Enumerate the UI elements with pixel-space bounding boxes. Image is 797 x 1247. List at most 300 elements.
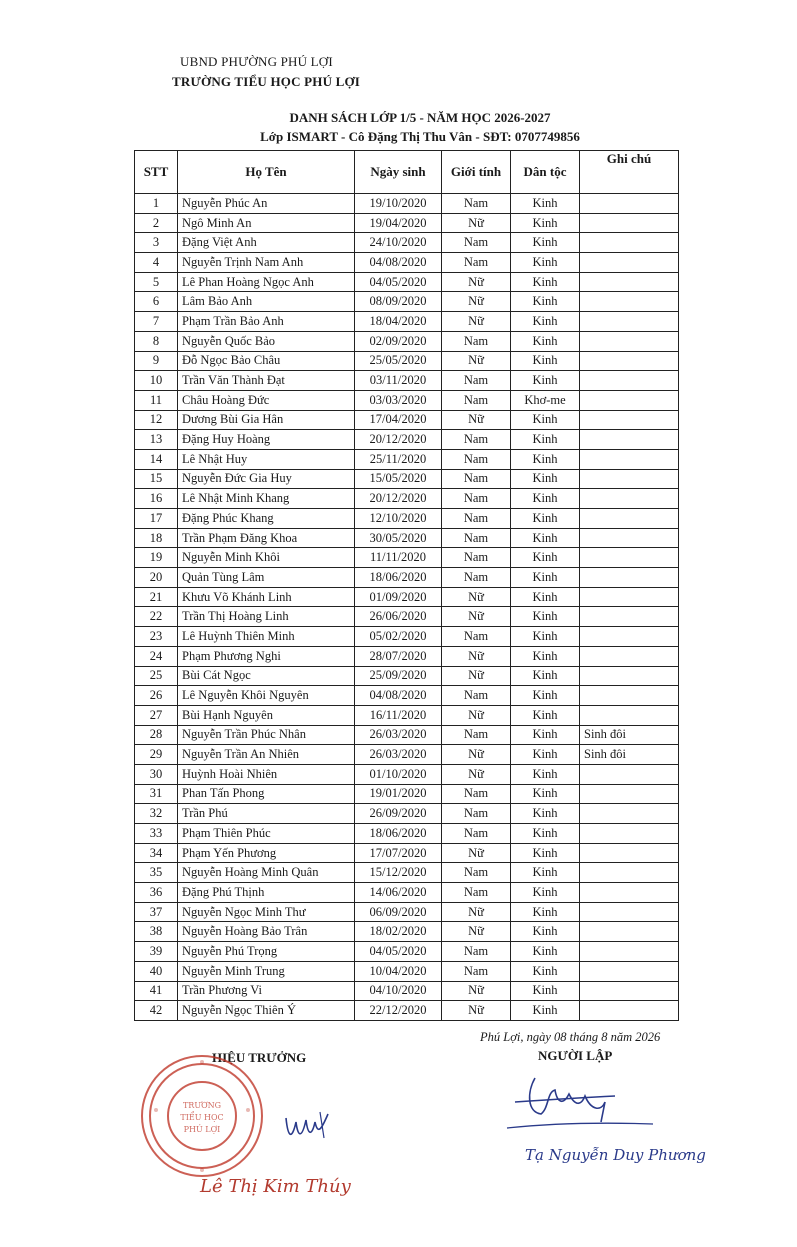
table-row — [135, 410, 679, 430]
cell-ethnicity: Kinh — [511, 489, 580, 509]
cell-stt: 2 — [135, 213, 178, 233]
table-row — [135, 312, 679, 332]
cell-ethnicity: Kinh — [511, 233, 580, 253]
cell-gender: Nữ — [442, 843, 511, 863]
cell-name: Nguyễn Trần An Nhiên — [178, 745, 355, 765]
cell-stt: 37 — [135, 902, 178, 922]
cell-gender: Nam — [442, 469, 511, 489]
cell-name: Lâm Bảo Anh — [178, 292, 355, 312]
cell-ethnicity: Kinh — [511, 253, 580, 273]
cell-note — [580, 233, 679, 253]
cell-gender: Nam — [442, 627, 511, 647]
cell-dob: 14/06/2020 — [355, 883, 442, 903]
preparer-title: NGƯỜI LẬP — [538, 1048, 613, 1063]
cell-stt: 34 — [135, 843, 178, 863]
preparer-signature — [505, 1072, 655, 1132]
cell-gender: Nam — [442, 430, 511, 450]
table-row — [135, 371, 679, 391]
cell-ethnicity: Kinh — [511, 666, 580, 686]
cell-gender: Nam — [442, 961, 511, 981]
table-row — [135, 922, 679, 942]
class-roster-table — [134, 150, 679, 1021]
cell-ethnicity: Kinh — [511, 272, 580, 292]
cell-ethnicity: Kinh — [511, 1001, 580, 1021]
cell-note — [580, 292, 679, 312]
table-header-row — [135, 151, 679, 194]
cell-dob: 18/06/2020 — [355, 568, 442, 588]
cell-note — [580, 430, 679, 450]
cell-dob: 19/10/2020 — [355, 194, 442, 214]
cell-note — [580, 587, 679, 607]
cell-dob: 04/08/2020 — [355, 253, 442, 273]
cell-ethnicity: Kinh — [511, 292, 580, 312]
cell-gender: Nam — [442, 233, 511, 253]
cell-dob: 25/05/2020 — [355, 351, 442, 371]
cell-note — [580, 824, 679, 844]
school-name: TRƯỜNG TIỂU HỌC PHÚ LỢI — [172, 74, 361, 89]
cell-stt: 17 — [135, 509, 178, 529]
cell-gender: Nam — [442, 194, 511, 214]
cell-name: Nguyễn Đức Gia Huy — [178, 469, 355, 489]
cell-gender: Nữ — [442, 922, 511, 942]
cell-name: Quản Tùng Lâm — [178, 568, 355, 588]
cell-dob: 20/12/2020 — [355, 430, 442, 450]
cell-ethnicity: Khơ-me — [511, 390, 580, 410]
cell-ethnicity: Kinh — [511, 745, 580, 765]
cell-gender: Nữ — [442, 213, 511, 233]
cell-ethnicity: Kinh — [511, 312, 580, 332]
cell-name: Dương Bùi Gia Hân — [178, 410, 355, 430]
cell-dob: 10/04/2020 — [355, 961, 442, 981]
cell-note — [580, 705, 679, 725]
cell-name: Ngô Minh An — [178, 213, 355, 233]
cell-note — [580, 784, 679, 804]
cell-name: Nguyễn Quốc Bảo — [178, 331, 355, 351]
cell-name: Đặng Phúc Khang — [178, 509, 355, 529]
title-line-2: Lớp ISMART - Cô Đặng Thị Thu Vân - SĐT: 0707749856 — [260, 129, 580, 144]
cell-ethnicity: Kinh — [511, 410, 580, 430]
cell-dob: 26/06/2020 — [355, 607, 442, 627]
cell-name: Bùi Cát Ngọc — [178, 666, 355, 686]
cell-note — [580, 272, 679, 292]
cell-stt: 24 — [135, 646, 178, 666]
cell-name: Nguyễn Minh Trung — [178, 961, 355, 981]
table-row — [135, 627, 679, 647]
col-header-note: Ghi chú — [580, 151, 679, 194]
cell-note — [580, 1001, 679, 1021]
cell-gender: Nam — [442, 489, 511, 509]
cell-stt: 3 — [135, 233, 178, 253]
cell-note — [580, 410, 679, 430]
cell-name: Huỳnh Hoài Nhiên — [178, 764, 355, 784]
cell-stt: 27 — [135, 705, 178, 725]
cell-dob: 15/12/2020 — [355, 863, 442, 883]
cell-ethnicity: Kinh — [511, 725, 580, 745]
cell-note: Sinh đôi — [580, 745, 679, 765]
cell-dob: 30/05/2020 — [355, 528, 442, 548]
cell-ethnicity: Kinh — [511, 587, 580, 607]
cell-name: Bùi Hạnh Nguyên — [178, 705, 355, 725]
cell-dob: 04/10/2020 — [355, 981, 442, 1001]
cell-dob: 28/07/2020 — [355, 646, 442, 666]
cell-note: Sinh đôi — [580, 725, 679, 745]
cell-name: Trần Phú — [178, 804, 355, 824]
cell-ethnicity: Kinh — [511, 863, 580, 883]
table-row — [135, 292, 679, 312]
table-row — [135, 587, 679, 607]
cell-gender: Nữ — [442, 351, 511, 371]
cell-ethnicity: Kinh — [511, 430, 580, 450]
table-row — [135, 981, 679, 1001]
cell-gender: Nữ — [442, 745, 511, 765]
cell-gender: Nữ — [442, 312, 511, 332]
cell-gender: Nam — [442, 942, 511, 962]
table-row — [135, 351, 679, 371]
col-header-ethnicity: Dân tộc — [511, 151, 580, 194]
cell-gender: Nữ — [442, 607, 511, 627]
table-row — [135, 883, 679, 903]
table-row — [135, 843, 679, 863]
cell-dob: 11/11/2020 — [355, 548, 442, 568]
cell-stt: 8 — [135, 331, 178, 351]
cell-dob: 26/03/2020 — [355, 725, 442, 745]
table-row — [135, 509, 679, 529]
cell-ethnicity: Kinh — [511, 784, 580, 804]
cell-name: Phan Tấn Phong — [178, 784, 355, 804]
cell-dob: 04/05/2020 — [355, 942, 442, 962]
cell-note — [580, 548, 679, 568]
col-header-dob: Ngày sinh — [355, 151, 442, 194]
cell-note — [580, 607, 679, 627]
cell-name: Nguyễn Ngọc Minh Thư — [178, 902, 355, 922]
cell-note — [580, 371, 679, 391]
cell-gender: Nam — [442, 784, 511, 804]
cell-dob: 03/03/2020 — [355, 390, 442, 410]
cell-ethnicity: Kinh — [511, 449, 580, 469]
table-row — [135, 646, 679, 666]
cell-dob: 26/03/2020 — [355, 745, 442, 765]
cell-stt: 10 — [135, 371, 178, 391]
cell-stt: 6 — [135, 292, 178, 312]
cell-ethnicity: Kinh — [511, 922, 580, 942]
cell-dob: 12/10/2020 — [355, 509, 442, 529]
svg-text:PHÚ LỢI: PHÚ LỢI — [183, 1125, 221, 1134]
cell-dob: 18/06/2020 — [355, 824, 442, 844]
cell-gender: Nam — [442, 824, 511, 844]
cell-stt: 18 — [135, 528, 178, 548]
cell-gender: Nam — [442, 371, 511, 391]
cell-note — [580, 883, 679, 903]
cell-stt: 1 — [135, 194, 178, 214]
cell-ethnicity: Kinh — [511, 843, 580, 863]
cell-gender: Nam — [442, 863, 511, 883]
table-row — [135, 469, 679, 489]
cell-stt: 9 — [135, 351, 178, 371]
cell-gender: Nữ — [442, 666, 511, 686]
table-row — [135, 568, 679, 588]
cell-gender: Nam — [442, 509, 511, 529]
table-row — [135, 253, 679, 273]
cell-ethnicity: Kinh — [511, 627, 580, 647]
cell-dob: 18/04/2020 — [355, 312, 442, 332]
table-row — [135, 804, 679, 824]
cell-gender: Nam — [442, 390, 511, 410]
cell-stt: 15 — [135, 469, 178, 489]
cell-name: Phạm Thiên Phúc — [178, 824, 355, 844]
cell-name: Đặng Phú Thịnh — [178, 883, 355, 903]
cell-stt: 35 — [135, 863, 178, 883]
col-header-stt: STT — [135, 151, 178, 194]
cell-note — [580, 568, 679, 588]
cell-stt: 29 — [135, 745, 178, 765]
cell-note — [580, 331, 679, 351]
cell-note — [580, 804, 679, 824]
cell-stt: 7 — [135, 312, 178, 332]
cell-note — [580, 213, 679, 233]
cell-note — [580, 627, 679, 647]
cell-stt: 36 — [135, 883, 178, 903]
cell-note — [580, 961, 679, 981]
cell-note — [580, 863, 679, 883]
cell-ethnicity: Kinh — [511, 883, 580, 903]
cell-stt: 28 — [135, 725, 178, 745]
table-row — [135, 390, 679, 410]
cell-name: Trần Phạm Đăng Khoa — [178, 528, 355, 548]
cell-dob: 24/10/2020 — [355, 233, 442, 253]
principal-name: Lê Thị Kim Thúy — [200, 1176, 351, 1197]
table-row — [135, 194, 679, 214]
cell-name: Phạm Phương Nghi — [178, 646, 355, 666]
cell-gender: Nữ — [442, 272, 511, 292]
cell-ethnicity: Kinh — [511, 469, 580, 489]
cell-ethnicity: Kinh — [511, 607, 580, 627]
cell-gender: Nam — [442, 528, 511, 548]
cell-dob: 22/12/2020 — [355, 1001, 442, 1021]
cell-note — [580, 843, 679, 863]
cell-ethnicity: Kinh — [511, 686, 580, 706]
cell-gender: Nam — [442, 253, 511, 273]
table-row — [135, 213, 679, 233]
cell-name: Phạm Yến Phương — [178, 843, 355, 863]
cell-stt: 21 — [135, 587, 178, 607]
cell-dob: 20/12/2020 — [355, 489, 442, 509]
document-header — [172, 52, 361, 92]
cell-stt: 40 — [135, 961, 178, 981]
cell-dob: 25/11/2020 — [355, 449, 442, 469]
table-row — [135, 902, 679, 922]
cell-note — [580, 489, 679, 509]
cell-dob: 03/11/2020 — [355, 371, 442, 391]
cell-stt: 32 — [135, 804, 178, 824]
cell-name: Lê Nguyễn Khôi Nguyên — [178, 686, 355, 706]
cell-dob: 05/02/2020 — [355, 627, 442, 647]
cell-name: Nguyễn Phú Trọng — [178, 942, 355, 962]
cell-name: Trần Văn Thành Đạt — [178, 371, 355, 391]
cell-gender: Nữ — [442, 705, 511, 725]
table-row — [135, 705, 679, 725]
table-row — [135, 764, 679, 784]
cell-name: Nguyễn Minh Khôi — [178, 548, 355, 568]
cell-name: Đỗ Ngọc Bảo Châu — [178, 351, 355, 371]
table-row — [135, 863, 679, 883]
table-row — [135, 725, 679, 745]
cell-gender: Nam — [442, 725, 511, 745]
cell-gender: Nữ — [442, 646, 511, 666]
cell-dob: 02/09/2020 — [355, 331, 442, 351]
cell-stt: 30 — [135, 764, 178, 784]
table-row — [135, 686, 679, 706]
cell-dob: 04/05/2020 — [355, 272, 442, 292]
cell-note — [580, 253, 679, 273]
cell-name: Trần Phương Vi — [178, 981, 355, 1001]
cell-ethnicity: Kinh — [511, 509, 580, 529]
cell-gender: Nữ — [442, 1001, 511, 1021]
svg-text:TRƯỜNG: TRƯỜNG — [182, 1101, 222, 1110]
cell-note — [580, 764, 679, 784]
cell-ethnicity: Kinh — [511, 194, 580, 214]
cell-dob: 04/08/2020 — [355, 686, 442, 706]
cell-ethnicity: Kinh — [511, 351, 580, 371]
cell-name: Phạm Trần Bảo Anh — [178, 312, 355, 332]
cell-stt: 31 — [135, 784, 178, 804]
cell-gender: Nữ — [442, 410, 511, 430]
cell-note — [580, 646, 679, 666]
cell-dob: 16/11/2020 — [355, 705, 442, 725]
cell-ethnicity: Kinh — [511, 824, 580, 844]
cell-stt: 22 — [135, 607, 178, 627]
cell-note — [580, 449, 679, 469]
cell-note — [580, 390, 679, 410]
cell-dob: 18/02/2020 — [355, 922, 442, 942]
table-row — [135, 745, 679, 765]
cell-name: Đặng Huy Hoàng — [178, 430, 355, 450]
cell-name: Trần Thị Hoàng Linh — [178, 607, 355, 627]
document-title — [160, 108, 680, 146]
principal-signature — [282, 1108, 332, 1148]
table-row — [135, 528, 679, 548]
org-name: UBND PHƯỜNG PHÚ LỢI — [180, 54, 333, 69]
cell-stt: 26 — [135, 686, 178, 706]
cell-gender: Nam — [442, 331, 511, 351]
table-row — [135, 430, 679, 450]
cell-stt: 38 — [135, 922, 178, 942]
table-row — [135, 607, 679, 627]
cell-note — [580, 922, 679, 942]
cell-stt: 4 — [135, 253, 178, 273]
school-stamp — [136, 1050, 276, 1178]
cell-ethnicity: Kinh — [511, 371, 580, 391]
cell-ethnicity: Kinh — [511, 213, 580, 233]
table-row — [135, 942, 679, 962]
cell-dob: 08/09/2020 — [355, 292, 442, 312]
cell-stt: 41 — [135, 981, 178, 1001]
cell-ethnicity: Kinh — [511, 331, 580, 351]
cell-dob: 06/09/2020 — [355, 902, 442, 922]
cell-stt: 5 — [135, 272, 178, 292]
cell-note — [580, 509, 679, 529]
cell-name: Nguyễn Phúc An — [178, 194, 355, 214]
cell-stt: 20 — [135, 568, 178, 588]
cell-ethnicity: Kinh — [511, 646, 580, 666]
cell-stt: 25 — [135, 666, 178, 686]
cell-note — [580, 312, 679, 332]
cell-note — [580, 981, 679, 1001]
cell-stt: 13 — [135, 430, 178, 450]
cell-dob: 19/04/2020 — [355, 213, 442, 233]
cell-ethnicity: Kinh — [511, 942, 580, 962]
cell-gender: Nam — [442, 686, 511, 706]
table-row — [135, 666, 679, 686]
cell-ethnicity: Kinh — [511, 981, 580, 1001]
cell-name: Châu Hoàng Đức — [178, 390, 355, 410]
cell-name: Lê Nhật Huy — [178, 449, 355, 469]
table-row — [135, 824, 679, 844]
cell-note — [580, 528, 679, 548]
cell-ethnicity: Kinh — [511, 902, 580, 922]
table-row — [135, 449, 679, 469]
cell-ethnicity: Kinh — [511, 705, 580, 725]
cell-dob: 17/04/2020 — [355, 410, 442, 430]
cell-name: Lê Phan Hoàng Ngọc Anh — [178, 272, 355, 292]
cell-name: Lê Huỳnh Thiên Minh — [178, 627, 355, 647]
cell-note — [580, 942, 679, 962]
cell-dob: 01/09/2020 — [355, 587, 442, 607]
cell-gender: Nữ — [442, 764, 511, 784]
cell-stt: 19 — [135, 548, 178, 568]
cell-note — [580, 902, 679, 922]
table-body — [135, 194, 679, 1021]
cell-gender: Nữ — [442, 587, 511, 607]
cell-dob: 17/07/2020 — [355, 843, 442, 863]
cell-name: Nguyễn Trần Phúc Nhân — [178, 725, 355, 745]
table-row — [135, 233, 679, 253]
cell-gender: Nữ — [442, 902, 511, 922]
col-header-gender: Giới tính — [442, 151, 511, 194]
cell-gender: Nam — [442, 568, 511, 588]
cell-ethnicity: Kinh — [511, 764, 580, 784]
table-row — [135, 1001, 679, 1021]
cell-stt: 12 — [135, 410, 178, 430]
preparer-name: Tạ Nguyễn Duy Phương — [525, 1146, 706, 1164]
cell-name: Nguyễn Ngọc Thiên Ý — [178, 1001, 355, 1021]
cell-gender: Nam — [442, 804, 511, 824]
cell-stt: 14 — [135, 449, 178, 469]
col-header-name: Họ Tên — [178, 151, 355, 194]
table-row — [135, 272, 679, 292]
cell-name: Lê Nhật Minh Khang — [178, 489, 355, 509]
cell-stt: 23 — [135, 627, 178, 647]
cell-gender: Nam — [442, 548, 511, 568]
cell-dob: 01/10/2020 — [355, 764, 442, 784]
cell-name: Khưu Võ Khánh Linh — [178, 587, 355, 607]
table-row — [135, 961, 679, 981]
cell-note — [580, 194, 679, 214]
cell-ethnicity: Kinh — [511, 961, 580, 981]
cell-dob: 15/05/2020 — [355, 469, 442, 489]
table-row — [135, 784, 679, 804]
cell-name: Nguyễn Hoàng Bảo Trân — [178, 922, 355, 942]
cell-dob: 19/01/2020 — [355, 784, 442, 804]
cell-ethnicity: Kinh — [511, 548, 580, 568]
cell-stt: 16 — [135, 489, 178, 509]
table-row — [135, 489, 679, 509]
cell-ethnicity: Kinh — [511, 804, 580, 824]
cell-gender: Nữ — [442, 292, 511, 312]
cell-note — [580, 351, 679, 371]
cell-dob: 26/09/2020 — [355, 804, 442, 824]
cell-dob: 25/09/2020 — [355, 666, 442, 686]
table-row — [135, 331, 679, 351]
